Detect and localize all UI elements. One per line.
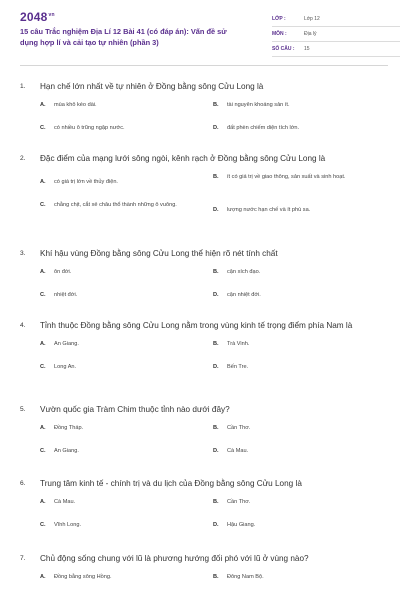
option-b[interactable] xyxy=(213,101,383,110)
site-logo[interactable] xyxy=(20,10,55,24)
option-b[interactable] xyxy=(213,173,383,182)
option-b[interactable] xyxy=(213,424,383,433)
question-text: Chủ động sống chung với lũ là phương hướng đối phó với lũ ở vùng nào? xyxy=(40,554,309,563)
option-text: Cần Thơ. xyxy=(227,425,251,431)
option-letter: A. xyxy=(40,102,46,108)
question-title xyxy=(20,247,388,260)
option-letter: D. xyxy=(213,448,219,454)
option-letter: B. xyxy=(213,269,219,275)
option-text: An Giang. xyxy=(54,448,79,454)
option-b[interactable] xyxy=(213,573,383,582)
option-text: Trà Vinh. xyxy=(227,341,250,347)
question-text: Đặc điểm của mạng lưới sông ngòi, kênh rạch ở Đồng bằng sông Cửu Long là xyxy=(40,154,326,163)
option-letter: D. xyxy=(213,522,219,528)
option-text: Đồng Tháp. xyxy=(54,425,84,431)
option-b[interactable] xyxy=(213,268,383,277)
question-title xyxy=(20,403,388,416)
option-text: chằng chịt, cắt xẻ châu thổ thành những ô vuông. xyxy=(54,202,177,208)
option-letter: A. xyxy=(40,574,46,580)
option-letter: C. xyxy=(40,448,46,454)
document-title: 15 câu Trắc nghiệm Địa Lí 12 Bài 41 (có đáp án): Vấn đề sử dụng hợp lí và cải tạo tự nhiên (phần 3) xyxy=(20,27,227,47)
question-title xyxy=(20,80,388,93)
option-c[interactable] xyxy=(40,291,210,300)
option-d[interactable] xyxy=(213,206,383,215)
question-3 xyxy=(20,247,388,310)
meta-value: Lớp 12 xyxy=(304,16,320,22)
option-b[interactable] xyxy=(213,498,383,507)
question-number: 5. xyxy=(20,406,26,413)
options xyxy=(20,266,388,310)
option-text: tài nguyên khoáng sản ít. xyxy=(227,102,290,108)
option-d[interactable] xyxy=(213,291,383,300)
question-text: Tỉnh thuộc Đồng bằng sông Cửu Long nằm trong vùng kinh tế trọng điểm phía Nam là xyxy=(40,321,353,330)
option-text: An Giang. xyxy=(54,341,79,347)
option-text: Bến Tre. xyxy=(227,364,249,370)
question-text: Trung tâm kinh tế - chính trị và du lịch của Đồng bằng sông Cửu Long là xyxy=(40,479,302,488)
question-number: 7. xyxy=(20,555,26,562)
question-text: Khí hậu vùng Đồng bằng sông Cửu Long thể hiện rõ nét tính chất xyxy=(40,249,278,258)
option-c[interactable] xyxy=(40,521,210,530)
option-letter: D. xyxy=(213,207,219,213)
question-7 xyxy=(20,552,388,591)
options xyxy=(20,99,388,143)
question-number: 6. xyxy=(20,480,26,487)
option-letter: A. xyxy=(40,269,46,275)
option-letter: A. xyxy=(40,179,46,185)
option-letter: C. xyxy=(40,125,46,131)
option-text: Cà Mau. xyxy=(227,448,249,454)
options xyxy=(20,571,388,591)
option-letter: D. xyxy=(213,292,219,298)
meta-row-subject xyxy=(272,27,400,42)
option-a[interactable] xyxy=(40,178,210,187)
meta-table xyxy=(272,12,400,57)
meta-value: 15 xyxy=(304,46,310,52)
option-letter: B. xyxy=(213,574,219,580)
question-title xyxy=(20,152,388,165)
option-letter: B. xyxy=(213,341,219,347)
option-letter: C. xyxy=(40,292,46,298)
option-letter: D. xyxy=(213,364,219,370)
option-text: Cần Thơ. xyxy=(227,499,251,505)
options xyxy=(20,422,388,466)
option-d[interactable] xyxy=(213,447,383,456)
options xyxy=(20,171,388,227)
option-letter: B. xyxy=(213,499,219,505)
question-number: 4. xyxy=(20,322,26,329)
option-letter: B. xyxy=(213,102,219,108)
option-text: Long An. xyxy=(54,364,77,370)
option-a[interactable] xyxy=(40,424,210,433)
option-text: cận nhiệt đới. xyxy=(227,292,261,298)
meta-label: LỚP : xyxy=(272,16,286,22)
option-c[interactable] xyxy=(40,124,210,133)
option-letter: A. xyxy=(40,341,46,347)
options xyxy=(20,496,388,540)
question-title xyxy=(20,319,388,332)
option-letter: B. xyxy=(213,174,219,180)
option-letter: C. xyxy=(40,202,46,208)
option-text: có nhiều ô trũng ngập nước. xyxy=(54,125,125,131)
option-text: có giá trị lớn về thủy điện. xyxy=(54,179,118,185)
question-number: 2. xyxy=(20,155,26,162)
document-header xyxy=(20,0,388,66)
option-text: Vĩnh Long. xyxy=(54,522,82,528)
option-a[interactable] xyxy=(40,268,210,277)
option-letter: B. xyxy=(213,425,219,431)
option-text: đất phèn chiếm diện tích lớn. xyxy=(227,125,300,131)
question-text: Vườn quốc gia Tràm Chim thuộc tỉnh nào dưới đây? xyxy=(40,405,230,414)
option-d[interactable] xyxy=(213,521,383,530)
option-c[interactable] xyxy=(40,201,210,210)
option-text: cận xích đạo. xyxy=(227,269,261,275)
option-letter: D. xyxy=(213,125,219,131)
question-number: 1. xyxy=(20,83,26,90)
question-2 xyxy=(20,152,388,227)
meta-value: Địa lý xyxy=(304,31,317,37)
meta-label: MÔN : xyxy=(272,31,287,37)
option-text: nhiệt đới. xyxy=(54,292,78,298)
question-6 xyxy=(20,477,388,540)
question-number: 3. xyxy=(20,250,26,257)
option-text: ôn đới. xyxy=(54,269,72,275)
meta-row-count xyxy=(272,42,400,57)
question-1 xyxy=(20,80,388,143)
option-text: mùa khô kéo dài. xyxy=(54,102,97,108)
question-text: Hạn chế lớn nhất về tự nhiên ở Đồng bằng sông Cửu Long là xyxy=(40,82,264,91)
option-text: ít có giá trị về giao thông, sản xuất và sinh hoạt. xyxy=(227,174,346,180)
option-d[interactable] xyxy=(213,124,383,133)
option-a[interactable] xyxy=(40,101,210,110)
meta-label: SỐ CÂU : xyxy=(272,46,295,52)
option-letter: A. xyxy=(40,425,46,431)
option-text: lượng nước hạn chế và ít phù sa. xyxy=(227,207,311,213)
meta-row-grade xyxy=(272,12,400,27)
option-d[interactable] xyxy=(213,363,383,372)
logo-text: 2048 xyxy=(20,10,48,24)
option-a[interactable] xyxy=(40,340,210,349)
option-letter: A. xyxy=(40,499,46,505)
options xyxy=(20,338,388,382)
option-a[interactable] xyxy=(40,573,210,582)
option-text: Đông Nam Bộ. xyxy=(227,574,264,580)
question-title xyxy=(20,477,388,490)
question-4 xyxy=(20,319,388,382)
option-text: Cà Mau. xyxy=(54,499,76,505)
question-title xyxy=(20,552,388,565)
option-a[interactable] xyxy=(40,498,210,507)
option-letter: C. xyxy=(40,364,46,370)
option-text: Đồng bằng sông Hồng. xyxy=(54,574,112,580)
question-5 xyxy=(20,403,388,466)
option-text: Hậu Giang. xyxy=(227,522,256,528)
option-b[interactable] xyxy=(213,340,383,349)
option-c[interactable] xyxy=(40,447,210,456)
option-letter: C. xyxy=(40,522,46,528)
option-c[interactable] xyxy=(40,363,210,372)
logo-suffix: vn xyxy=(48,12,55,18)
